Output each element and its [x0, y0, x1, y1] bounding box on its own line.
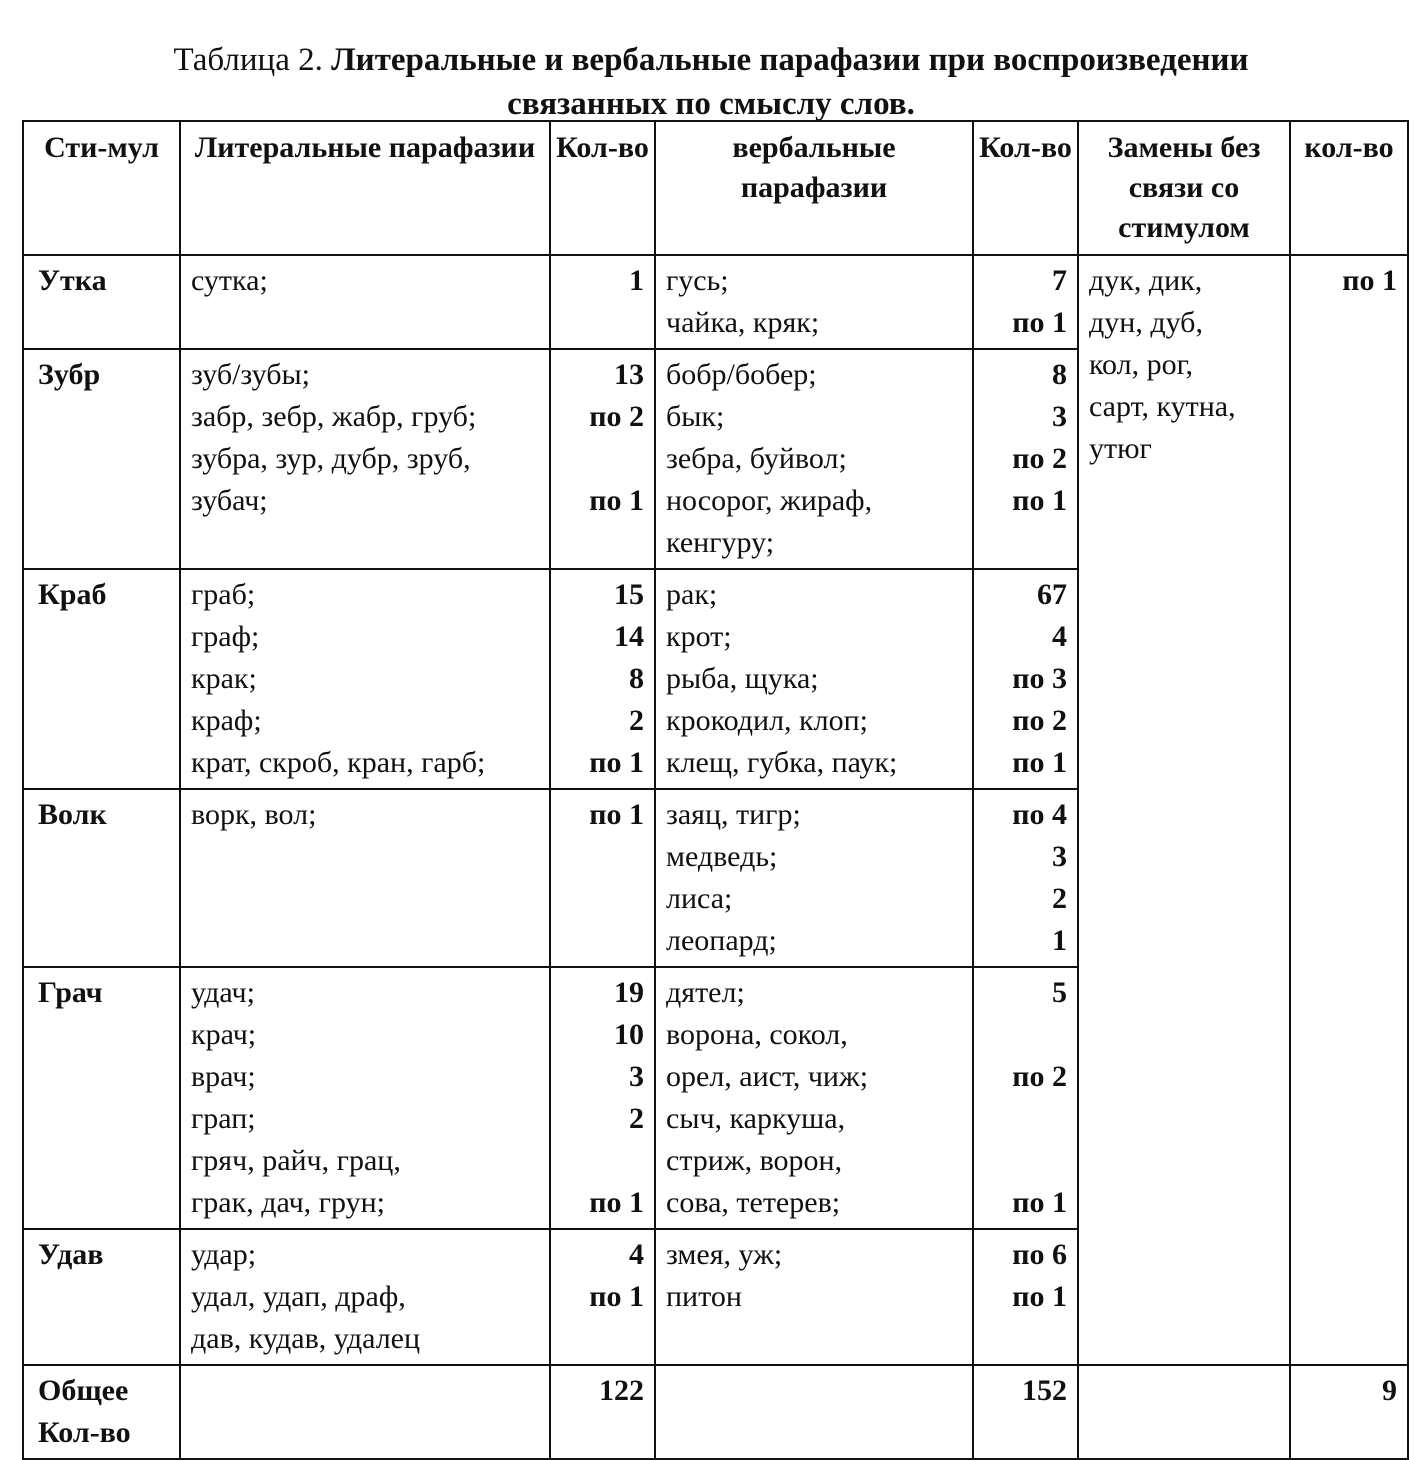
stimulus-cell: Зубр — [23, 349, 180, 569]
verbal-cell-line: сыч, каркуша, — [666, 1102, 846, 1135]
literal-cell-line: зубра, зур, дубр, зруб, — [191, 442, 471, 475]
verbal-count-cell — [973, 967, 1078, 1229]
verbal-cell-line: леопард; — [666, 924, 777, 957]
verbal-cell-line: бобр/бобер; — [666, 358, 817, 391]
literal-count-cell — [550, 967, 655, 1229]
verbal-count-cell — [973, 569, 1078, 789]
verbal-count-cell-line: по 1 — [1012, 746, 1067, 779]
literal-count-cell-line: 2 — [629, 704, 644, 737]
literal-cell-line: краф; — [191, 704, 262, 737]
literal-count-cell — [550, 569, 655, 789]
verbal-count-cell — [973, 789, 1078, 967]
replacements-cell-line: утюг — [1089, 432, 1152, 465]
literal-count-cell-line: 8 — [629, 662, 644, 695]
verbal-count-cell-line: по 1 — [1012, 306, 1067, 339]
verbal-count-cell — [973, 255, 1078, 349]
totals-verbal-empty — [655, 1365, 973, 1459]
header-count-replacements: кол-во — [1290, 121, 1408, 255]
literal-cell-line: граб; — [191, 578, 256, 611]
verbal-cell-line: змея, уж; — [666, 1238, 783, 1271]
literal-count-cell-line: 13 — [614, 358, 644, 391]
verbal-count-cell-line: 3 — [1052, 840, 1067, 873]
literal-count-cell-line: по 1 — [589, 746, 644, 779]
verbal-cell-line: крот; — [666, 620, 732, 653]
table-body — [23, 255, 1408, 1365]
literal-cell-line: грап; — [191, 1102, 256, 1135]
literal-count-cell-line: 2 — [629, 1102, 644, 1135]
literal-count-cell-line — [559, 438, 644, 480]
verbal-cell-line: стриж, ворон, — [666, 1144, 843, 1177]
verbal-count-cell-line: по 3 — [1012, 662, 1067, 695]
literal-cell-line: удар; — [191, 1238, 257, 1271]
stimulus-cell: Удав — [23, 1229, 180, 1365]
verbal-count-cell — [973, 349, 1078, 569]
replacements-cell-line: кол, рог, — [1089, 348, 1194, 381]
literal-cell — [180, 1229, 550, 1365]
totals-label — [23, 1365, 180, 1459]
stimulus-cell: Утка — [23, 255, 180, 349]
literal-cell — [180, 967, 550, 1229]
literal-cell-line: дав, кудав, удалец — [191, 1322, 421, 1355]
totals-literal-count: 122 — [550, 1365, 655, 1459]
verbal-cell-line: ворона, сокол, — [666, 1018, 848, 1051]
verbal-cell-line: носорог, жираф, — [666, 484, 873, 517]
replacements-cell-line: дук, дик, — [1089, 264, 1203, 297]
verbal-count-cell-line: 3 — [1052, 400, 1067, 433]
totals-verbal-count: 152 — [973, 1365, 1078, 1459]
literal-count-cell-line: по 1 — [589, 1280, 644, 1313]
literal-count-cell — [550, 1229, 655, 1365]
literal-cell — [180, 789, 550, 967]
literal-count-cell-line — [559, 1318, 644, 1360]
verbal-cell-line: бык; — [666, 400, 725, 433]
paraphasia-table — [22, 120, 1409, 1460]
literal-cell-line: крак; — [191, 662, 257, 695]
verbal-cell — [655, 569, 973, 789]
replacements-cell — [1078, 255, 1290, 1365]
verbal-count-cell-line: 1 — [1052, 924, 1067, 957]
literal-cell-line: граф; — [191, 620, 260, 653]
literal-cell-line: забр, зебр, жабр, груб; — [191, 400, 477, 433]
replacements-count-cell: по 1 — [1290, 255, 1408, 1365]
replacements-cell-line: дун, дуб, — [1089, 306, 1203, 339]
verbal-cell-line: сова, тетерев; — [666, 1186, 841, 1219]
verbal-count-cell-line: 67 — [1037, 578, 1067, 611]
caption-title-line2: связанных по смыслу слов. — [507, 86, 915, 122]
literal-cell-line: гряч, райч, грац, — [191, 1144, 401, 1177]
literal-cell-line: крат, скроб, кран, гарб; — [191, 746, 486, 779]
verbal-count-cell-line: по 4 — [1012, 798, 1067, 831]
literal-cell-line: сутка; — [191, 264, 268, 297]
stimulus-cell: Волк — [23, 789, 180, 967]
literal-count-cell-line: 15 — [614, 578, 644, 611]
verbal-cell-line: гусь; — [666, 264, 729, 297]
literal-count-cell — [550, 255, 655, 349]
literal-count-cell-line: по 1 — [589, 1186, 644, 1219]
verbal-cell-line: клещ, губка, паук; — [666, 746, 898, 779]
verbal-count-cell-line: 7 — [1052, 264, 1067, 297]
literal-cell-line: грак, дач, грун; — [191, 1186, 385, 1219]
verbal-cell-line: рак; — [666, 578, 718, 611]
literal-count-cell-line: по 1 — [589, 798, 644, 831]
literal-cell-line: зуб/зубы; — [191, 358, 311, 391]
literal-count-cell-line: 1 — [629, 264, 644, 297]
verbal-cell-line: медведь; — [666, 840, 778, 873]
verbal-count-cell-line: 8 — [1052, 358, 1067, 391]
verbal-cell-line: крокодил, клоп; — [666, 704, 868, 737]
verbal-count-cell-line — [982, 1014, 1067, 1056]
verbal-count-cell-line: по 1 — [1012, 1186, 1067, 1219]
totals-row — [23, 1365, 1408, 1459]
verbal-cell-line: кенгуру; — [666, 526, 775, 559]
replacements-cell-line: сарт, кутна, — [1089, 390, 1236, 423]
stimulus-cell: Краб — [23, 569, 180, 789]
verbal-count-cell-line: 4 — [1052, 620, 1067, 653]
literal-count-cell-line — [559, 1140, 644, 1182]
totals-label-line2: Кол-во — [38, 1416, 131, 1449]
literal-count-cell-line: 14 — [614, 620, 644, 653]
verbal-count-cell-line — [982, 1140, 1067, 1182]
literal-count-cell-line: 19 — [614, 976, 644, 1009]
header-count-verbal: Кол-во — [973, 121, 1078, 255]
verbal-cell — [655, 1229, 973, 1365]
table-row — [23, 255, 1408, 349]
verbal-count-cell-line — [982, 1098, 1067, 1140]
literal-cell-line: зубач; — [191, 484, 268, 517]
verbal-cell-line: питон — [666, 1280, 742, 1313]
totals-replacements-empty — [1078, 1365, 1290, 1459]
verbal-cell — [655, 967, 973, 1229]
verbal-cell-line: зебра, буйвол; — [666, 442, 847, 475]
literal-cell-line: удал, удап, драф, — [191, 1280, 406, 1313]
literal-cell-line: крач; — [191, 1018, 257, 1051]
literal-count-cell — [550, 349, 655, 569]
verbal-count-cell-line: по 6 — [1012, 1238, 1067, 1271]
verbal-cell-line: дятел; — [666, 976, 745, 1009]
caption-prefix: Таблица 2. — [173, 42, 323, 78]
verbal-count-cell — [973, 1229, 1078, 1365]
verbal-count-cell-line: 2 — [1052, 882, 1067, 915]
literal-cell-line: удач; — [191, 976, 255, 1009]
verbal-count-cell-line: по 1 — [1012, 484, 1067, 517]
literal-cell-line: ворк, вол; — [191, 798, 317, 831]
verbal-cell — [655, 349, 973, 569]
totals-label-line1: Общее — [38, 1374, 129, 1407]
literal-count-cell-line: по 1 — [589, 484, 644, 517]
literal-cell — [180, 255, 550, 349]
literal-cell — [180, 349, 550, 569]
verbal-count-cell-line: 5 — [1052, 976, 1067, 1009]
literal-count-cell-line: 3 — [629, 1060, 644, 1093]
literal-count-cell-line: 4 — [629, 1238, 644, 1271]
verbal-cell-line: рыба, щука; — [666, 662, 819, 695]
verbal-count-cell-line: по 1 — [1012, 1280, 1067, 1313]
verbal-count-cell-line — [982, 522, 1067, 564]
verbal-cell-line: чайка, кряк; — [666, 306, 820, 339]
verbal-cell — [655, 789, 973, 967]
totals-literal-empty — [180, 1365, 550, 1459]
verbal-count-cell-line: по 2 — [1012, 442, 1067, 475]
caption-title-line1: Литеральные и вербальные парафазии при воспроизведении — [331, 42, 1249, 78]
header-verbal: вербальные парафазии — [655, 121, 973, 255]
verbal-count-cell-line: по 2 — [1012, 1060, 1067, 1093]
literal-cell-line: врач; — [191, 1060, 256, 1093]
verbal-cell-line: лиса; — [666, 882, 733, 915]
literal-count-cell-line: 10 — [614, 1018, 644, 1051]
verbal-count-cell-line: по 2 — [1012, 704, 1067, 737]
literal-count-cell-line: по 2 — [589, 400, 644, 433]
totals-replacements-count: 9 — [1290, 1365, 1408, 1459]
header-literal: Литеральные парафазии — [180, 121, 550, 255]
table-caption — [0, 38, 1422, 126]
verbal-cell-line: заяц, тигр; — [666, 798, 801, 831]
literal-count-cell — [550, 789, 655, 967]
header-stimulus: Сти-мул — [23, 121, 180, 255]
stimulus-cell: Грач — [23, 967, 180, 1229]
literal-cell — [180, 569, 550, 789]
header-replacements: Замены без связи со стимулом — [1078, 121, 1290, 255]
verbal-cell-line: орел, аист, чиж; — [666, 1060, 869, 1093]
header-row — [23, 121, 1408, 255]
verbal-cell — [655, 255, 973, 349]
header-count-literal: Кол-во — [550, 121, 655, 255]
